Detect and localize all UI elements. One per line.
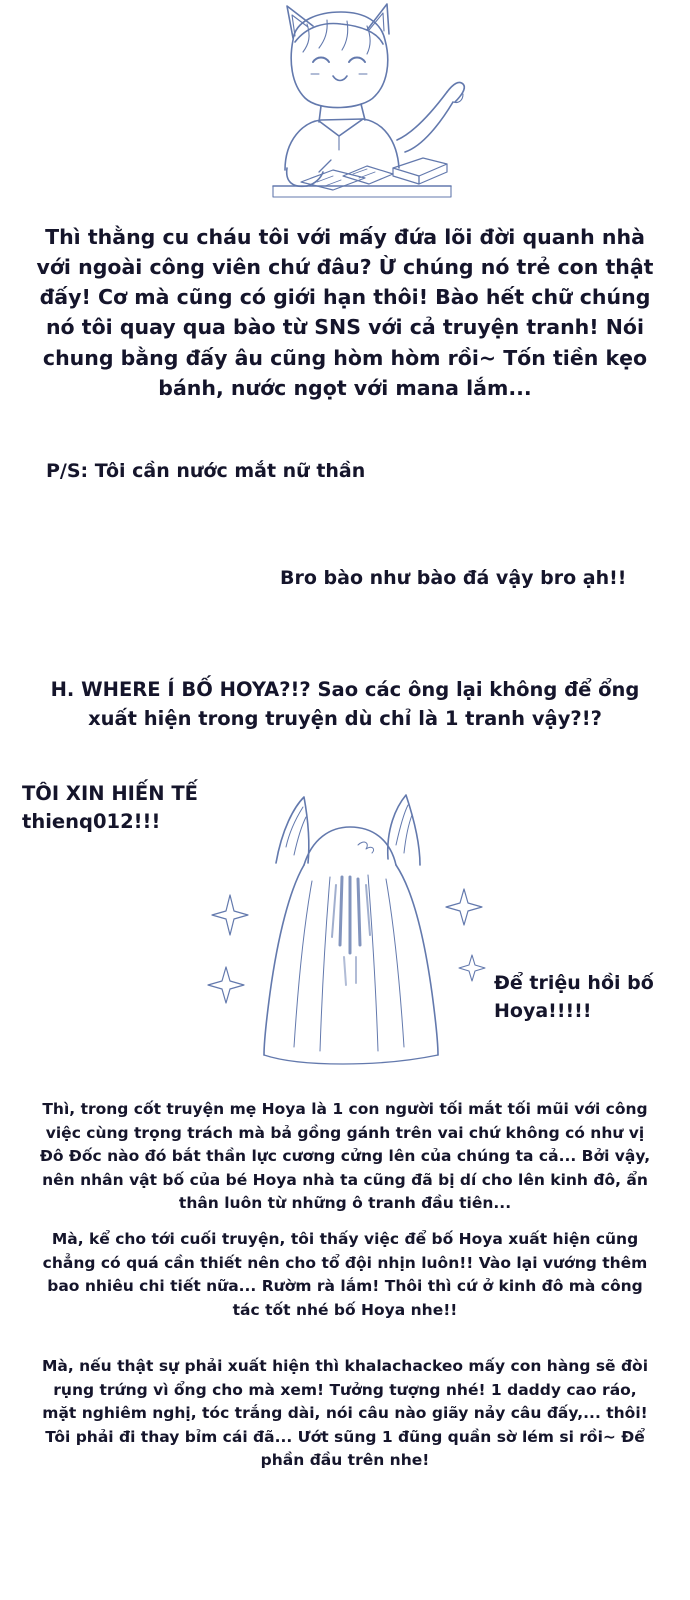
answer-paragraph-3: Mà, nếu thật sự phải xuất hiện thì khalachackeo mấy con hàng sẽ đòi rụng trứng vì ổng cho mà xem! Tưởng tượng nhé! 1 daddy cao ráo, mặt nghiêm nghị, tóc trắng dài, nói câu nào giãy nảy câu đấy,... thôi! Tôi phải đi thay bỉm cái đã... Ướt sũng 1 đũng quần sờ lém si rồi~ Để phần đầu trên nhe!	[41, 1357, 649, 1470]
dialogue-block-offering: TÔI XIN HIẾN TẾ thienq012!!!	[22, 782, 198, 834]
dialogue-block-1: Thì thằng cu cháu tôi với mấy đứa lõi đời quanh nhà với ngoài công viên chứ đâu? Ừ chúng nó trẻ con thật đấy! Cơ mà cũng có giới hạn thôi! Bào hết chữ chúng nó tôi quay qua bào từ SNS với cả truyện tranh! Nói chung bằng đấy âu cũng hòm hòm rồi~ Tốn tiền kẹo bánh, nước ngọt với mana lắm...	[36, 225, 654, 400]
dialogue-block-3: Bro bào như bào đá vậy bro ạh!!	[280, 567, 627, 589]
question-block-hoya: H. WHERE Í BỐ HOYA?!? Sao các ông lại không để ổng xuất hiện trong truyện dù chỉ là 1 tranh vậy?!?	[50, 678, 640, 730]
answer-paragraph-1: Thì, trong cốt truyện mẹ Hoya là 1 con người tối mắt tối mũi với công việc cùng trọng trách mà bả gồng gánh trên vai chứ không có như vị Đô Đốc nào đó bắt thần lực cương cửng lên của chúng ta cả... Bởi vậy, nên nhân vật bố của bé Hoya nhà ta cũng đã bị dí cho lên kinh đô, ẩn thân luôn từ những ô tranh đầu tiên...	[39, 1100, 651, 1213]
dialogue-block-2-ps: P/S: Tôi cần nước mắt nữ thần	[46, 460, 366, 482]
answer-paragraph-2: Mà, kể cho tới cuối truyện, tôi thấy việc để bố Hoya xuất hiện cũng chẳng có quá cần thiết nên cho tổ đội nhịn luôn!! Vào lại vướng thêm bao nhiêu chi tiết nữa... Rườm rà lắm! Thôi thì cứ ở kinh đô mà công tác tốt nhé bố Hoya nhe!!	[42, 1230, 648, 1319]
hooded-figure-sketch	[190, 785, 500, 1075]
dialogue-block-summon: Để triệu hồi bố Hoya!!!!!	[494, 972, 654, 1022]
catgirl-at-desk-sketch	[215, 0, 475, 205]
